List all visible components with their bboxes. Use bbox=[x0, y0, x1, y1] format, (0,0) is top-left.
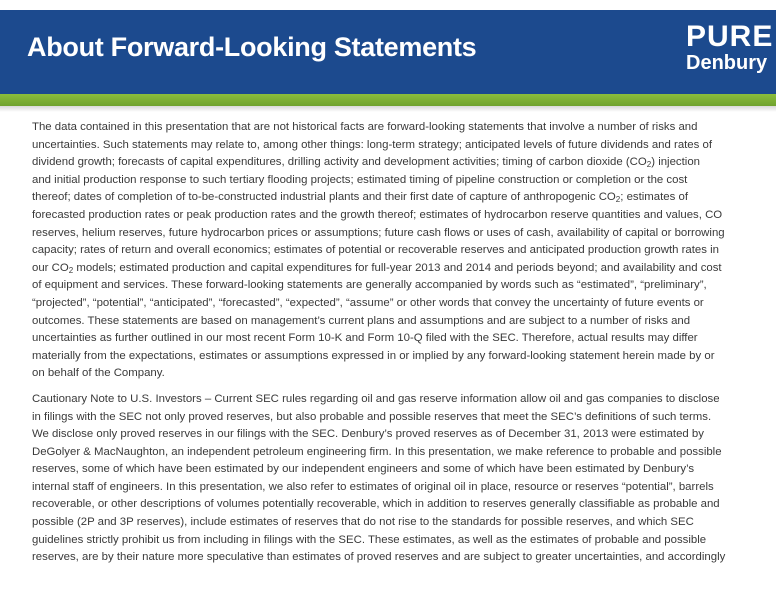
slide-header bbox=[0, 10, 776, 94]
logo-text-top: PURE bbox=[686, 20, 774, 53]
text-line: Cautionary Note to U.S. Investors – Current SEC rules regarding oil and gas reserve information allow oil and gas companies to disclose bbox=[32, 392, 720, 405]
text-segment: models; estimated production and capital expenditures for full-year 2013 and 2014 and periods beyond; and availability and cost bbox=[73, 261, 722, 274]
text-line: of equipment and services. These forward-looking statements are generally accompanied by words such as “estimated”, “preliminary”, bbox=[32, 279, 707, 292]
text-segment: ) injection bbox=[651, 156, 700, 169]
text-line: in filings with the SEC not only proved reserves, but also probable and possible reserves that meet the SEC’s definitions of such terms. bbox=[32, 410, 712, 423]
text-line: reserves, some of which have been estimated by our independent engineers and some of which have been estimated by Denbury’s bbox=[32, 463, 695, 476]
text-line: possible (2P and 3P reserves), include estimates of reserves that do not rise to the standards for possible reserves, and which SEC bbox=[32, 516, 694, 529]
cautionary-note-paragraph bbox=[32, 391, 776, 567]
text-line: outcomes. These statements are based on management’s current plans and assumptions and are subject to a number of risks and bbox=[32, 314, 691, 327]
text-line: The data contained in this presentation that are not historical facts are forward-looking statements that involve a number of risks and bbox=[32, 121, 698, 133]
company-logo bbox=[686, 22, 773, 73]
top-margin bbox=[0, 0, 776, 10]
text-line bbox=[32, 189, 776, 207]
subscript: 2 bbox=[646, 160, 652, 170]
forward-looking-paragraph bbox=[32, 119, 776, 383]
text-line: reserves, helium reserves, future hydrocarbon prices or assumptions; future cash flows or uses of cash, availability of capital or borrowing bbox=[32, 226, 725, 239]
text-line: guidelines strictly prohibit us from including in filings with the SEC. These estimates, as well as the estimates of probable and possible bbox=[32, 533, 707, 546]
subscript: 2 bbox=[615, 195, 621, 205]
text-line: DeGolyer & MacNaughton, an independent petroleum engineering firm. In this presentation, we make reference to probable and possible bbox=[32, 445, 722, 458]
text-line: internal staff of engineers. In this presentation, we also refer to estimates of original oil in place, resource or reserves “potential”, barrels bbox=[32, 480, 714, 493]
text-line bbox=[32, 154, 776, 172]
slide-body bbox=[32, 119, 776, 567]
text-line: capacity; rates of return and overall economics; estimates of potential or recoverable reserves and anticipated production growth rates in bbox=[32, 244, 719, 257]
text-line: “projected”, “potential”, “anticipated”, “forecasted”, “expected”, “assume” or other words that convey the uncertainty of future events or bbox=[32, 296, 704, 309]
text-line: and initial production response to such tertiary flooding projects; estimated timing of pipeline construction or completion or the cost bbox=[32, 173, 688, 186]
header-shadow bbox=[0, 106, 776, 112]
accent-bar bbox=[0, 94, 776, 106]
subscript: 2 bbox=[68, 265, 74, 275]
text-line: recoverable, or other descriptions of volumes potentially recoverable, which in addition to reserves generally classifiable as probable and bbox=[32, 498, 720, 511]
page-title: About Forward-Looking Statements bbox=[27, 32, 477, 62]
text-line bbox=[32, 260, 776, 278]
paragraph-gap bbox=[32, 383, 776, 391]
text-segment: thereof; dates of completion of to-be-constructed industrial plants and their first date of capture of anthropogenic CO bbox=[32, 191, 616, 204]
text-line: forecasted production rates or peak production rates and the growth thereof; estimates of hydrocarbon reserve quantities and values, CO bbox=[32, 208, 723, 221]
text-line: uncertainties. Such statements may relate to, among other things: long-term strategy; anticipated levels of future dividends and rates of bbox=[32, 138, 713, 151]
logo-text-bottom: Denbury bbox=[686, 52, 768, 74]
text-line: uncertainties as further outlined in our most recent Form 10-K and Form 10-Q filed with the SEC. Therefore, actual results may differ bbox=[32, 332, 698, 345]
text-segment: dividend growth; forecasts of capital expenditures, drilling activity and development activities; timing of carbon dioxide (CO bbox=[32, 156, 647, 169]
text-line: on behalf of the Company. bbox=[32, 367, 165, 380]
text-segment: our CO bbox=[32, 261, 69, 274]
text-line: materially from the expectations, estimates or assumptions expressed in or implied by any forward-looking statement herein made by or bbox=[32, 349, 715, 362]
text-line: reserves, are by their nature more speculative than estimates of proved reserves and are subject to greater uncertainties, and accordingly bbox=[32, 551, 726, 564]
text-line: We disclose only proved reserves in our filings with the SEC. Denbury’s proved reserves as of December 31, 2013 were estimated by bbox=[32, 428, 704, 441]
text-segment: ; estimates of bbox=[620, 191, 688, 204]
